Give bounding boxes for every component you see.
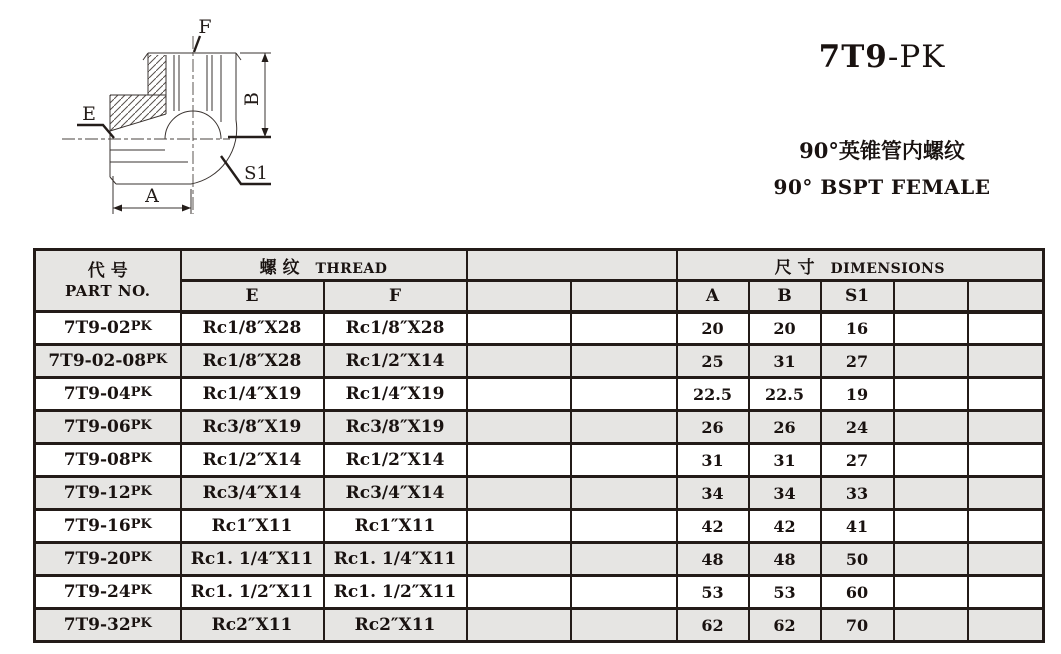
cell-thread-f: Rc1. 1/2″X11 xyxy=(324,576,467,609)
cell-dim-a: 22.5 xyxy=(677,378,749,411)
table-row xyxy=(35,444,1044,477)
cell-dim-b: 34 xyxy=(749,477,821,510)
cell-dim-s1: 33 xyxy=(821,477,894,510)
cell-thread-e: Rc3/4″X14 xyxy=(181,477,324,510)
header-row-groups xyxy=(35,250,1044,281)
part-no-base: 7T9-02-08 xyxy=(48,351,147,371)
cell-blank xyxy=(894,510,968,543)
cell-blank xyxy=(467,345,571,378)
dimension-b xyxy=(228,53,271,137)
cell-blank xyxy=(467,378,571,411)
header-part-no-cn: 代 号 xyxy=(87,260,128,281)
header-part-no-en: PART NO. xyxy=(64,281,151,300)
cell-thread-f: Rc1/2″X14 xyxy=(324,345,467,378)
part-no-suffix: PK xyxy=(130,616,152,631)
cell-blank xyxy=(968,312,1044,345)
table-body xyxy=(35,312,1044,642)
cell-dim-a: 25 xyxy=(677,345,749,378)
cell-blank xyxy=(571,543,677,576)
cell-part-no xyxy=(35,477,181,510)
cell-thread-f: Rc3/8″X19 xyxy=(324,411,467,444)
cell-dim-b: 48 xyxy=(749,543,821,576)
cell-part-no xyxy=(35,510,181,543)
cell-thread-e: Rc3/8″X19 xyxy=(181,411,324,444)
cell-blank xyxy=(894,411,968,444)
cell-dim-b: 20 xyxy=(749,312,821,345)
cell-thread-f: Rc3/4″X14 xyxy=(324,477,467,510)
part-no-suffix: PK xyxy=(130,550,152,565)
cell-blank xyxy=(571,510,677,543)
cell-thread-f: Rc1. 1/4″X11 xyxy=(324,543,467,576)
part-no-base: 7T9-02 xyxy=(63,318,131,338)
cell-thread-e: Rc1/4″X19 xyxy=(181,378,324,411)
cell-blank xyxy=(968,576,1044,609)
cell-thread-f: Rc1″X11 xyxy=(324,510,467,543)
cell-blank xyxy=(968,444,1044,477)
product-model xyxy=(732,39,1032,75)
table-row xyxy=(35,510,1044,543)
cell-blank xyxy=(571,312,677,345)
cell-part-no xyxy=(35,378,181,411)
cell-dim-b: 53 xyxy=(749,576,821,609)
cell-thread-e: Rc1″X11 xyxy=(181,510,324,543)
cell-part-no xyxy=(35,444,181,477)
label-e xyxy=(77,103,114,138)
cell-dim-s1: 27 xyxy=(821,444,894,477)
cell-blank xyxy=(968,378,1044,411)
cell-thread-f: Rc1/2″X14 xyxy=(324,444,467,477)
cell-dim-b: 31 xyxy=(749,345,821,378)
cell-part-no xyxy=(35,576,181,609)
cell-blank xyxy=(894,312,968,345)
part-no-base: 7T9-08 xyxy=(63,450,131,470)
table-row xyxy=(35,576,1044,609)
hatch-region-flange xyxy=(110,95,166,131)
product-title-en: 90° BSPT FEMALE xyxy=(773,175,991,200)
cell-blank xyxy=(894,543,968,576)
header-col-blank xyxy=(571,281,677,312)
cell-part-no xyxy=(35,543,181,576)
cell-thread-e: Rc1. 1/2″X11 xyxy=(181,576,324,609)
header-thread xyxy=(181,250,467,281)
cell-thread-e: Rc1/2″X14 xyxy=(181,444,324,477)
dim-b-label: B xyxy=(241,92,263,106)
header-col-blank xyxy=(467,281,571,312)
cell-blank xyxy=(571,477,677,510)
cell-thread-e: Rc2″X11 xyxy=(181,609,324,642)
cell-thread-f: Rc2″X11 xyxy=(324,609,467,642)
spec-table xyxy=(33,248,1045,643)
cell-part-no xyxy=(35,411,181,444)
cell-dim-s1: 41 xyxy=(821,510,894,543)
part-no-suffix: PK xyxy=(130,418,152,433)
part-no-base: 7T9-20 xyxy=(63,549,131,569)
cell-dim-s1: 60 xyxy=(821,576,894,609)
part-no-suffix: PK xyxy=(146,352,168,367)
part-no-suffix: PK xyxy=(130,451,152,466)
cell-thread-e: Rc1. 1/4″X11 xyxy=(181,543,324,576)
table-row xyxy=(35,543,1044,576)
fitting-section-drawing xyxy=(58,8,320,235)
header-col-f: F xyxy=(324,281,467,312)
cell-blank xyxy=(571,411,677,444)
table-row xyxy=(35,411,1044,444)
cell-blank xyxy=(571,378,677,411)
cell-blank xyxy=(467,510,571,543)
cell-dim-a: 53 xyxy=(677,576,749,609)
cell-dim-s1: 70 xyxy=(821,609,894,642)
part-no-base: 7T9-12 xyxy=(63,483,131,503)
cell-dim-a: 34 xyxy=(677,477,749,510)
dimension-a xyxy=(113,176,191,214)
title-block xyxy=(732,39,1032,200)
cell-dim-s1: 24 xyxy=(821,411,894,444)
cell-blank xyxy=(467,444,571,477)
table-row xyxy=(35,378,1044,411)
cell-thread-f: Rc1/8″X28 xyxy=(324,312,467,345)
header-dimensions-cn: 尺 寸 xyxy=(774,257,815,278)
cell-dim-b: 31 xyxy=(749,444,821,477)
table-row xyxy=(35,312,1044,345)
cell-part-no xyxy=(35,609,181,642)
model-suffix: -PK xyxy=(887,39,946,75)
cell-blank xyxy=(571,345,677,378)
cell-blank xyxy=(894,576,968,609)
part-no-base: 7T9-24 xyxy=(63,582,131,602)
part-no-base: 7T9-32 xyxy=(63,615,131,635)
part-no-suffix: PK xyxy=(130,517,152,532)
cell-dim-a: 26 xyxy=(677,411,749,444)
cell-part-no xyxy=(35,345,181,378)
svg-text:S1: S1 xyxy=(244,163,268,184)
cell-blank xyxy=(968,345,1044,378)
cell-dim-a: 31 xyxy=(677,444,749,477)
cell-thread-e: Rc1/8″X28 xyxy=(181,345,324,378)
header-col-e: E xyxy=(181,281,324,312)
table-row xyxy=(35,345,1044,378)
header-col-s1: S1 xyxy=(821,281,894,312)
cell-blank xyxy=(467,411,571,444)
cell-dim-a: 48 xyxy=(677,543,749,576)
cell-blank xyxy=(968,543,1044,576)
cell-dim-b: 62 xyxy=(749,609,821,642)
cell-dim-b: 22.5 xyxy=(749,378,821,411)
header-part-no xyxy=(35,250,181,312)
cell-blank xyxy=(968,411,1044,444)
cell-blank xyxy=(968,510,1044,543)
part-no-suffix: PK xyxy=(130,583,152,598)
cell-dim-s1: 50 xyxy=(821,543,894,576)
cell-part-no xyxy=(35,312,181,345)
cell-dim-a: 20 xyxy=(677,312,749,345)
svg-text:E: E xyxy=(82,103,96,125)
label-s1 xyxy=(221,156,271,184)
cell-blank xyxy=(467,576,571,609)
hatch-region-top-wall xyxy=(148,55,166,95)
cell-blank xyxy=(968,609,1044,642)
header-col-blank xyxy=(968,281,1044,312)
svg-text:F: F xyxy=(198,16,212,38)
label-f xyxy=(194,16,212,52)
dim-a-label: A xyxy=(145,185,159,207)
cell-blank xyxy=(467,543,571,576)
cell-dim-b: 42 xyxy=(749,510,821,543)
cell-blank xyxy=(894,609,968,642)
cell-blank xyxy=(467,312,571,345)
part-no-suffix: PK xyxy=(130,385,152,400)
header-blank-group xyxy=(467,250,677,281)
cell-dim-s1: 27 xyxy=(821,345,894,378)
cell-dim-b: 26 xyxy=(749,411,821,444)
header-thread-en: THREAD xyxy=(315,260,388,277)
cell-blank xyxy=(467,477,571,510)
header-thread-cn: 螺 纹 xyxy=(259,257,300,278)
cell-blank xyxy=(894,345,968,378)
part-no-base: 7T9-16 xyxy=(63,516,131,536)
model-series: 7T9 xyxy=(818,39,888,75)
cell-blank xyxy=(571,576,677,609)
cell-dim-a: 42 xyxy=(677,510,749,543)
header-dimensions-en: DIMENSIONS xyxy=(830,260,945,277)
part-no-suffix: PK xyxy=(130,319,152,334)
table-row xyxy=(35,609,1044,642)
cell-dim-s1: 16 xyxy=(821,312,894,345)
part-no-base: 7T9-04 xyxy=(63,384,131,404)
cell-dim-a: 62 xyxy=(677,609,749,642)
cell-thread-f: Rc1/4″X19 xyxy=(324,378,467,411)
cell-blank xyxy=(968,477,1044,510)
part-no-base: 7T9-06 xyxy=(63,417,131,437)
cell-thread-e: Rc1/8″X28 xyxy=(181,312,324,345)
cell-blank xyxy=(571,609,677,642)
header-col-blank xyxy=(894,281,968,312)
header-row-columns xyxy=(35,281,1044,312)
cell-blank xyxy=(467,609,571,642)
cell-dim-s1: 19 xyxy=(821,378,894,411)
table-row xyxy=(35,477,1044,510)
product-title-cn: 90°英锥管内螺纹 xyxy=(799,138,965,163)
cell-blank xyxy=(894,444,968,477)
cell-blank xyxy=(894,477,968,510)
part-no-suffix: PK xyxy=(130,484,152,499)
cell-blank xyxy=(571,444,677,477)
header-col-a: A xyxy=(677,281,749,312)
header-col-b: B xyxy=(749,281,821,312)
cell-blank xyxy=(894,378,968,411)
header-dimensions xyxy=(677,250,1044,281)
